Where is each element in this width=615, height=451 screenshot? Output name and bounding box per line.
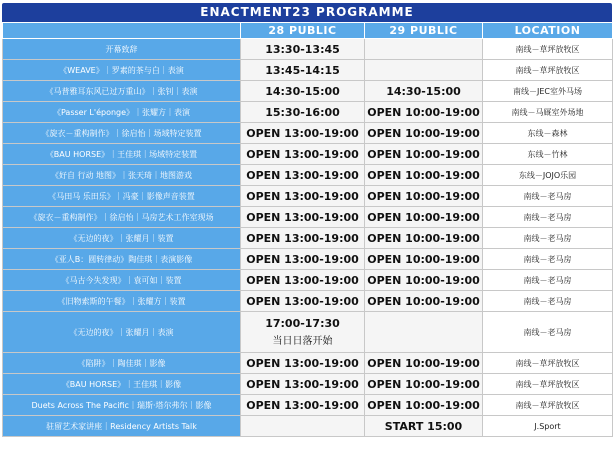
header-day-28: 28 PUBLIC xyxy=(241,23,365,39)
day-28-cell xyxy=(241,228,365,249)
table-row xyxy=(3,270,613,291)
day-29-cell-text: START 15:00 xyxy=(384,419,463,433)
day-29-cell xyxy=(365,270,483,291)
day-28-cell-text: OPEN 13:00-19:00 xyxy=(246,398,359,412)
day-28-cell-text: OPEN 13:00-19:00 xyxy=(246,294,359,308)
day-29-cell-text: OPEN 10:00-19:00 xyxy=(367,356,480,370)
day-29-cell xyxy=(365,39,483,60)
location-cell-text: 南线－老马房 xyxy=(523,275,572,285)
program-cell-text: 《马田马 乐田乐》｜冯豪｜影像声音装置 xyxy=(48,191,195,201)
day-29-cell xyxy=(365,374,483,395)
day-28-cell xyxy=(241,312,365,353)
program-cell-text: 《旧物索斯的午餐》｜张耀方｜装置 xyxy=(57,296,186,306)
day-29-cell-text: OPEN 10:00-19:00 xyxy=(367,126,480,140)
day-29-cell-text: OPEN 10:00-19:00 xyxy=(367,189,480,203)
location-cell-text: 东线－JOJO乐园 xyxy=(518,170,577,180)
program-cell-text: 开幕致辞 xyxy=(105,44,138,54)
day-29-cell-text: OPEN 10:00-19:00 xyxy=(367,231,480,245)
day-29-cell-text: 14:30-15:00 xyxy=(386,84,461,98)
location-cell-text: 南线－草坪放牧区 xyxy=(515,358,580,368)
location-cell-text: 南线－JEC室外马场 xyxy=(513,86,582,96)
day-29-cell-text: OPEN 10:00-19:00 xyxy=(367,252,480,266)
program-cell-text: 《马古今失发现》｜袁可如｜装置 xyxy=(61,275,182,285)
program-cell-text: 《Passer L'éponge》｜张耀方｜表演 xyxy=(52,107,191,117)
day-28-cell-text: OPEN 13:00-19:00 xyxy=(246,210,359,224)
program-cell xyxy=(3,165,241,186)
program-cell-text: 《亚人B：圆转律动》陶佳琪｜表演影像 xyxy=(50,254,193,264)
day-28-cell xyxy=(241,81,365,102)
day-28-note: 当日日落开始 xyxy=(272,336,333,347)
program-cell xyxy=(3,270,241,291)
table-row xyxy=(3,186,613,207)
day-28-cell-text: 13:30-13:45 xyxy=(265,42,340,56)
table-row xyxy=(3,207,613,228)
location-cell xyxy=(483,312,613,353)
location-cell xyxy=(483,186,613,207)
day-28-cell xyxy=(241,395,365,416)
programme-sheet xyxy=(2,3,612,437)
location-cell-text: 南线－老马房 xyxy=(523,233,572,243)
program-cell xyxy=(3,60,241,81)
program-cell-text: 《陷阱》｜陶佳琪｜影像 xyxy=(77,358,166,368)
table-row xyxy=(3,39,613,60)
location-cell xyxy=(483,81,613,102)
table-row xyxy=(3,102,613,123)
program-cell xyxy=(3,207,241,228)
day-29-cell-text: OPEN 10:00-19:00 xyxy=(367,398,480,412)
day-28-cell-text: OPEN 13:00-19:00 xyxy=(246,252,359,266)
location-cell-text: 南线－草坪放牧区 xyxy=(515,65,580,75)
program-cell xyxy=(3,102,241,123)
day-29-cell xyxy=(365,102,483,123)
day-29-cell xyxy=(365,81,483,102)
location-cell xyxy=(483,416,613,437)
day-28-cell-text: OPEN 13:00-19:00 xyxy=(246,147,359,161)
table-row xyxy=(3,353,613,374)
day-28-cell xyxy=(241,186,365,207)
programme-title: ENACTMENT23 PROGRAMME xyxy=(2,3,612,22)
location-cell-text: 南线－老马房 xyxy=(523,254,572,264)
day-29-cell xyxy=(365,60,483,81)
day-28-cell-text: OPEN 13:00-19:00 xyxy=(246,356,359,370)
program-cell-text: 《旋衣－重构制作》｜徐启怡｜马房艺术工作室现场 xyxy=(29,212,214,222)
location-cell-text: 南线－老马房 xyxy=(523,212,572,222)
day-29-cell-text: OPEN 10:00-19:00 xyxy=(367,105,480,119)
program-cell xyxy=(3,39,241,60)
program-cell-text: 《好自 行动 地图》｜张天琦｜地图游戏 xyxy=(50,170,193,180)
program-cell xyxy=(3,123,241,144)
day-28-cell xyxy=(241,291,365,312)
program-cell-text: 《BAU HORSE》｜王佳琪｜影像 xyxy=(61,379,182,389)
program-cell-text: 《BAU HORSE》｜王佳琪｜场域特定装置 xyxy=(45,149,198,159)
location-cell xyxy=(483,102,613,123)
table-row xyxy=(3,374,613,395)
day-28-cell xyxy=(241,270,365,291)
header-program xyxy=(3,23,241,39)
programme-table xyxy=(2,22,613,437)
program-cell-text: 《马普雅耳东风已过万重山》｜张钊｜表演 xyxy=(45,86,198,96)
day-28-cell xyxy=(241,374,365,395)
day-29-cell xyxy=(365,353,483,374)
program-cell xyxy=(3,416,241,437)
header-day-29: 29 PUBLIC xyxy=(365,23,483,39)
day-29-cell xyxy=(365,207,483,228)
table-row xyxy=(3,228,613,249)
table-row xyxy=(3,312,613,353)
table-row xyxy=(3,81,613,102)
location-cell xyxy=(483,374,613,395)
table-row xyxy=(3,144,613,165)
program-cell-text: Duets Across The Pacific｜瑞斯·塔尔弗尔｜影像 xyxy=(31,400,212,410)
location-cell-text: 南线－老马房 xyxy=(523,191,572,201)
program-cell xyxy=(3,291,241,312)
table-row xyxy=(3,416,613,437)
location-cell-text: 南线－老马房 xyxy=(523,327,572,337)
day-28-cell xyxy=(241,353,365,374)
day-29-cell xyxy=(365,291,483,312)
location-cell-text: 东线－竹林 xyxy=(527,149,568,159)
day-28-cell-text: OPEN 13:00-19:00 xyxy=(246,126,359,140)
program-cell xyxy=(3,144,241,165)
day-28-cell-text: OPEN 13:00-19:00 xyxy=(246,273,359,287)
location-cell xyxy=(483,60,613,81)
program-cell xyxy=(3,312,241,353)
program-cell-text: 驻留艺术家讲座｜Residency Artists Talk xyxy=(46,421,197,431)
header-row xyxy=(3,23,613,39)
day-29-cell xyxy=(365,144,483,165)
program-cell xyxy=(3,186,241,207)
day-29-cell-text: OPEN 10:00-19:00 xyxy=(367,168,480,182)
location-cell-text: 南线－草坪放牧区 xyxy=(515,400,580,410)
day-28-cell xyxy=(241,144,365,165)
day-28-cell-text: 13:45-14:15 xyxy=(265,63,340,77)
day-28-cell-text: 14:30-15:00 xyxy=(265,84,340,98)
day-29-cell-text: OPEN 10:00-19:00 xyxy=(367,377,480,391)
location-cell xyxy=(483,291,613,312)
location-cell xyxy=(483,207,613,228)
program-cell xyxy=(3,395,241,416)
location-cell xyxy=(483,228,613,249)
table-row xyxy=(3,249,613,270)
program-cell-text: 《旋衣－重构制作》｜徐启怡｜场域特定装置 xyxy=(41,128,202,138)
day-28-cell-text: OPEN 13:00-19:00 xyxy=(246,168,359,182)
day-28-cell-text: OPEN 13:00-19:00 xyxy=(246,231,359,245)
day-29-cell xyxy=(365,395,483,416)
location-cell xyxy=(483,249,613,270)
program-cell-text: 《WEAVE》｜罗素的茶与白｜表演 xyxy=(59,65,184,75)
day-28-cell xyxy=(241,123,365,144)
table-row xyxy=(3,60,613,81)
day-28-cell xyxy=(241,207,365,228)
location-cell xyxy=(483,123,613,144)
day-28-cell-text: 15:30-16:00 xyxy=(265,105,340,119)
day-28-cell xyxy=(241,60,365,81)
program-cell xyxy=(3,249,241,270)
table-row xyxy=(3,395,613,416)
program-cell-text: 《无边的夜》｜张耀月｜表演 xyxy=(69,327,174,337)
day-29-cell xyxy=(365,228,483,249)
program-cell-text: 《无边的夜》｜张耀月｜装置 xyxy=(69,233,174,243)
day-28-cell xyxy=(241,416,365,437)
day-29-cell xyxy=(365,123,483,144)
location-cell-text: 南线－草坪放牧区 xyxy=(515,379,580,389)
day-29-cell-text: OPEN 10:00-19:00 xyxy=(367,210,480,224)
table-row xyxy=(3,123,613,144)
day-28-cell xyxy=(241,39,365,60)
programme-rows xyxy=(3,39,613,437)
location-cell xyxy=(483,270,613,291)
program-cell xyxy=(3,374,241,395)
day-29-cell xyxy=(365,312,483,353)
location-cell xyxy=(483,144,613,165)
location-cell xyxy=(483,165,613,186)
day-29-cell xyxy=(365,165,483,186)
day-29-cell xyxy=(365,249,483,270)
location-cell-text: 南线－马厩室外场地 xyxy=(511,107,584,117)
table-row xyxy=(3,291,613,312)
day-29-cell xyxy=(365,186,483,207)
day-28-cell xyxy=(241,165,365,186)
day-28-cell xyxy=(241,102,365,123)
day-28-cell-text: 17:00-17:30 xyxy=(265,317,340,330)
location-cell-text: 南线－老马房 xyxy=(523,296,572,306)
day-29-cell xyxy=(365,416,483,437)
day-28-cell-text: OPEN 13:00-19:00 xyxy=(246,189,359,203)
program-cell xyxy=(3,81,241,102)
program-cell xyxy=(3,228,241,249)
location-cell xyxy=(483,353,613,374)
header-location: LOCATION xyxy=(483,23,613,39)
location-cell-text: J.Sport xyxy=(534,421,561,431)
day-29-cell-text: OPEN 10:00-19:00 xyxy=(367,273,480,287)
location-cell xyxy=(483,39,613,60)
day-28-cell xyxy=(241,249,365,270)
day-28-cell-text: OPEN 13:00-19:00 xyxy=(246,377,359,391)
day-29-cell-text: OPEN 10:00-19:00 xyxy=(367,147,480,161)
day-29-cell-text: OPEN 10:00-19:00 xyxy=(367,294,480,308)
table-row xyxy=(3,165,613,186)
location-cell-text: 东线－森林 xyxy=(527,128,568,138)
location-cell-text: 南线－草坪放牧区 xyxy=(515,44,580,54)
location-cell xyxy=(483,395,613,416)
program-cell xyxy=(3,353,241,374)
